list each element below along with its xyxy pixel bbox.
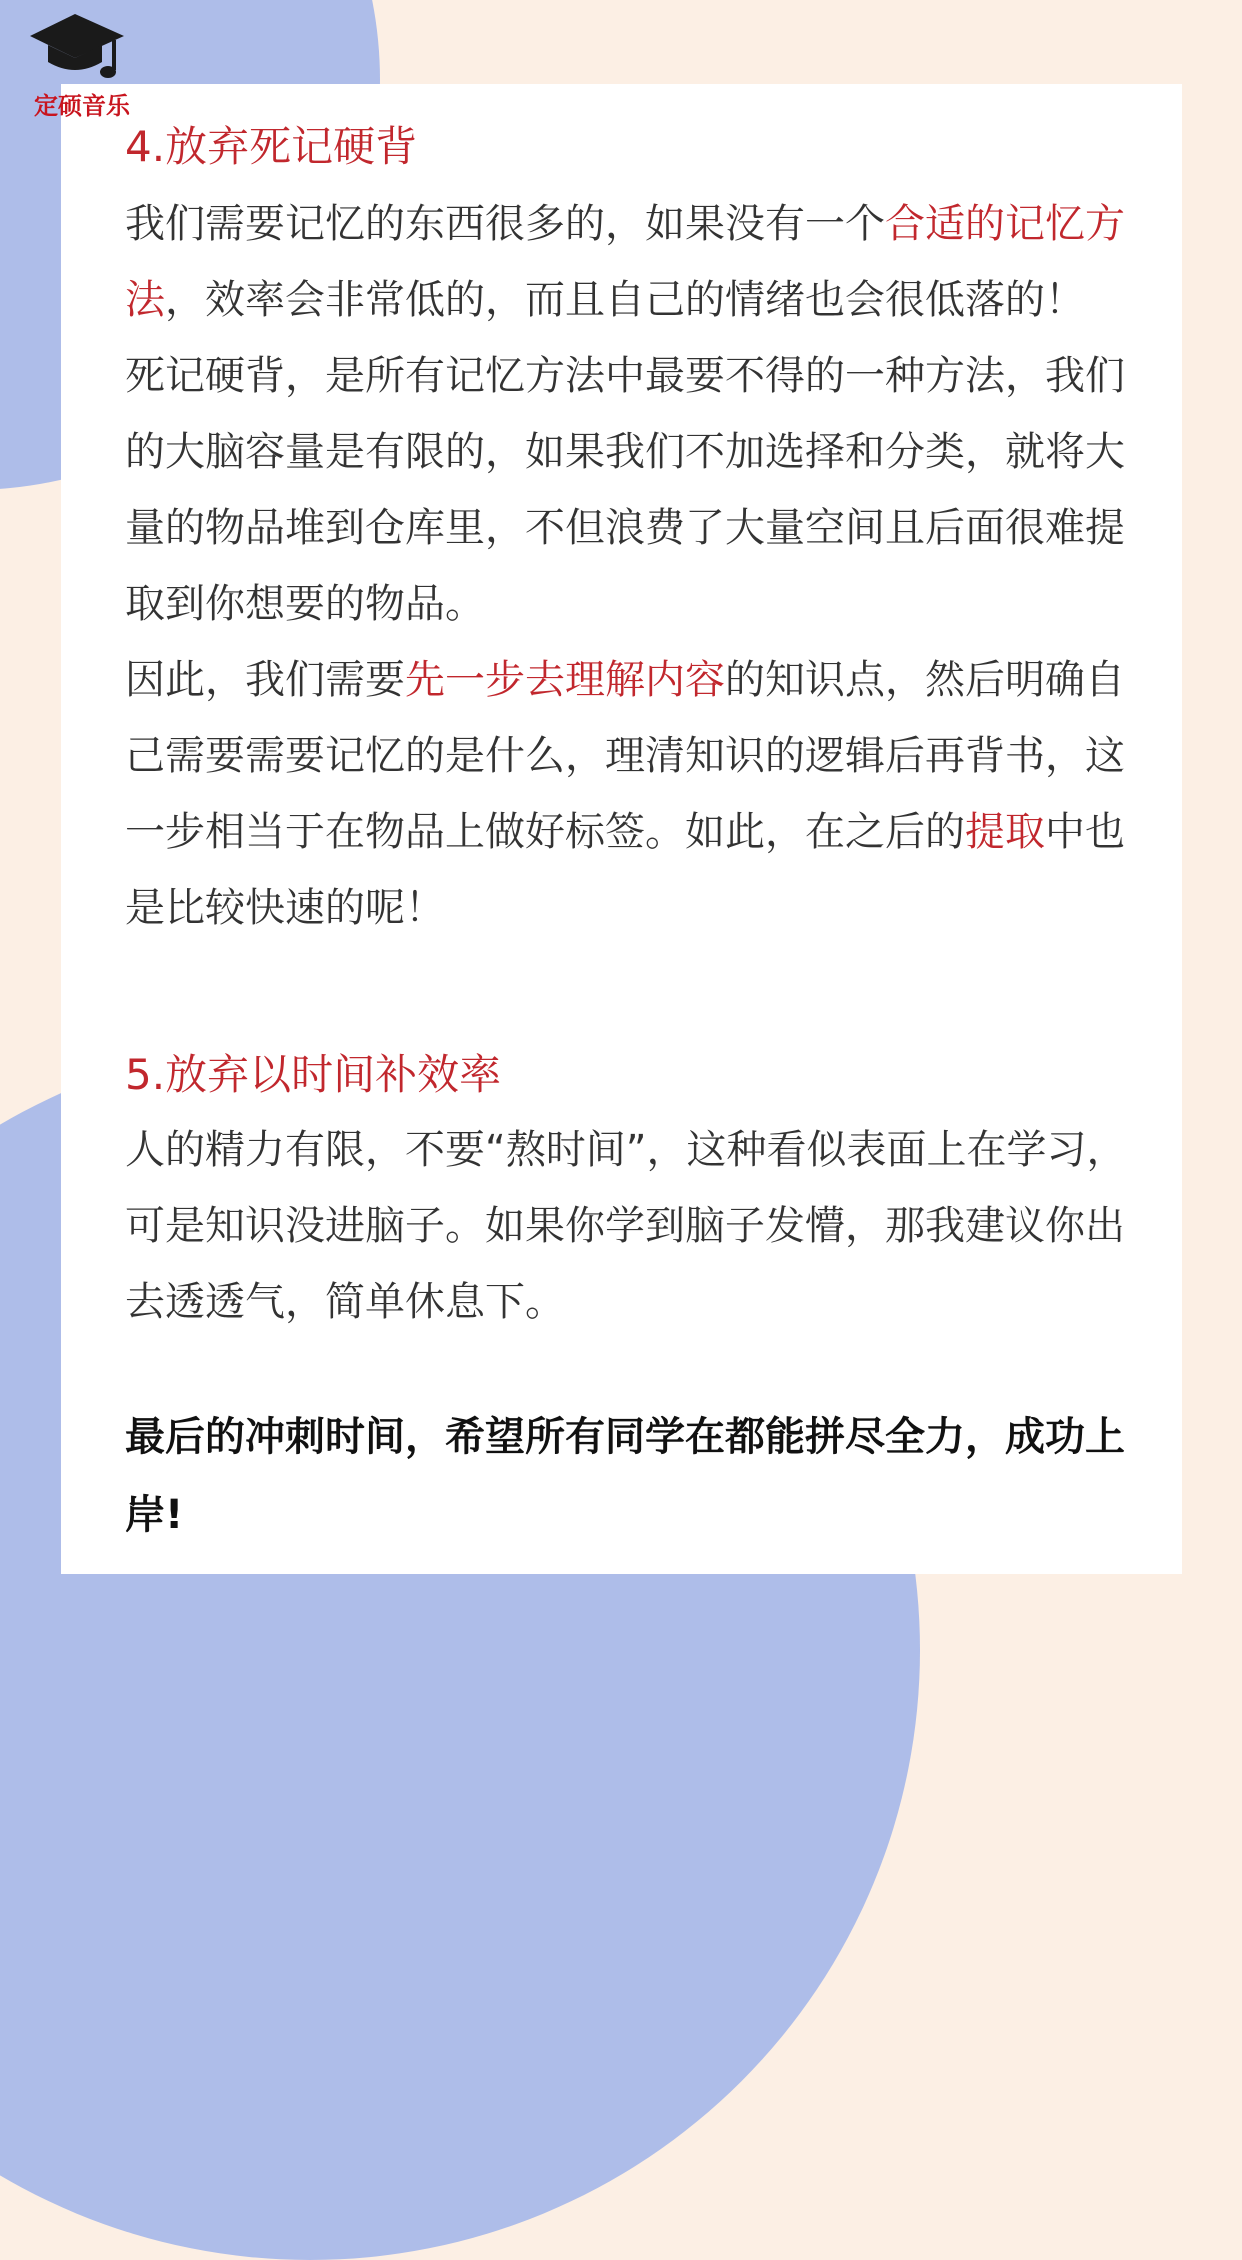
section-5-heading: 5.放弃以时间补效率 <box>125 1050 502 1099</box>
content-card <box>61 84 1182 1574</box>
article-content <box>125 120 1135 1554</box>
text-run: 中也是比较快速的呢！ <box>125 809 1125 931</box>
highlight-retrieve: 提取 <box>965 809 1045 855</box>
brand-logo <box>26 12 136 120</box>
brand-name: 定硕音乐 <box>34 92 130 120</box>
text-run: 我们需要记忆的东西很多的，如果没有一个 <box>125 201 885 247</box>
section-4-paragraph-2: 死记硬背，是所有记忆方法中最要不得的一种方法，我们的大脑容量是有限的，如果我们不加选择和分类，就将大量的物品堆到仓库里，不但浪费了大量空间且后面很难提取到你想要的物品。 <box>125 353 1125 627</box>
section-4-paragraph-3 <box>125 642 1135 946</box>
section-4-paragraph-1 <box>125 186 1135 338</box>
highlight-memory-method: 合适的记忆方法 <box>125 201 1125 323</box>
closing-message: 最后的冲刺时间，希望所有同学在都能拼尽全力，成功上岸! <box>125 1414 1125 1538</box>
text-run: 因此，我们需要 <box>125 657 405 703</box>
graduation-cap-music-note-icon <box>30 12 128 84</box>
text-run: 的知识点，然后明确自己需要需要记忆的是什么，理清知识的逻辑后再背书，这一步相当于在物品上做好标签。如此，在之后的 <box>125 657 1125 855</box>
highlight-understand-first: 先一步去理解内容 <box>405 657 725 703</box>
section-4-heading: 4.放弃死记硬背 <box>125 122 418 171</box>
section-5-paragraph-1: 人的精力有限，不要“熬时间”，这种看似表面上在学习，可是知识没进脑子。如果你学到脑子发懵，那我建议你出去透透气，简单休息下。 <box>125 1127 1127 1325</box>
text-run: ，效率会非常低的，而且自己的情绪也会很低落的！ <box>165 277 1085 323</box>
